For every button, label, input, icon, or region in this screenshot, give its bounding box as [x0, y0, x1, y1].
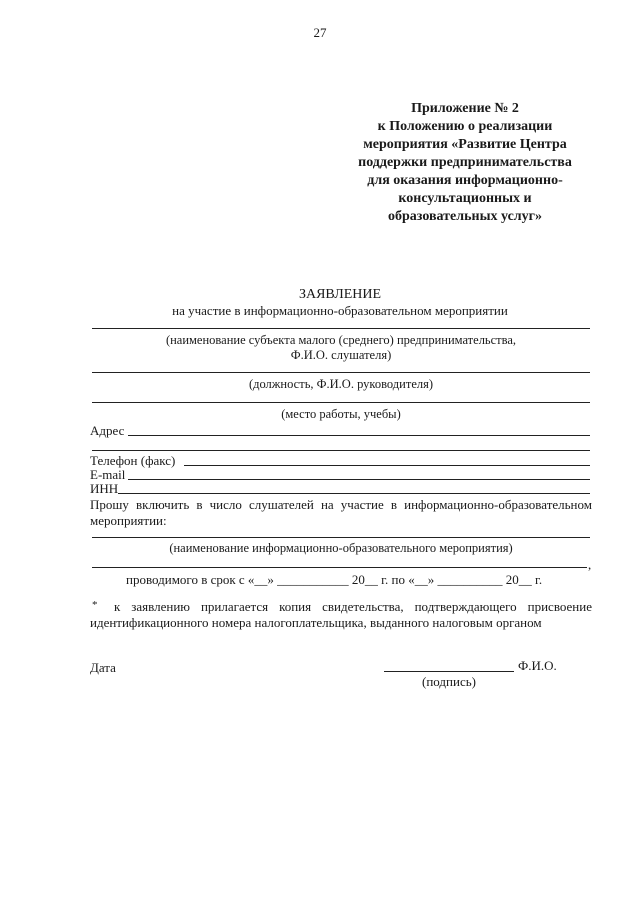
- page-number: 27: [313, 25, 327, 40]
- email-label: E-mail: [90, 467, 126, 482]
- email-line[interactable]: [128, 479, 590, 480]
- event-name-line-2[interactable]: [92, 567, 587, 568]
- address-line-2[interactable]: [92, 450, 590, 451]
- inn-label: ИНН: [90, 481, 119, 496]
- subject-name-line[interactable]: [92, 328, 590, 329]
- annex-line: образовательных услуг»: [387, 209, 543, 224]
- address-line[interactable]: [128, 435, 590, 436]
- annex-line: Приложение № 2: [411, 101, 519, 116]
- signature-caption: (подпись): [422, 674, 476, 689]
- period-line: проводимого в срок с «__» ___________ 20__ г. по «__» __________ 20__ г.: [126, 572, 543, 587]
- inn-line[interactable]: [118, 493, 590, 494]
- request-line-1: Прошу включить в число слушателей на участие в информационно-образовательном: [90, 497, 592, 512]
- footnote-marker: *: [92, 599, 98, 611]
- annex-line: мероприятия «Развитие Центра: [363, 137, 567, 152]
- event-caption: (наименование информационно-образовательного мероприятия): [169, 541, 513, 555]
- signature-line[interactable]: [384, 671, 514, 672]
- workplace-caption: (место работы, учебы): [281, 407, 401, 421]
- subject-caption: (наименование субъекта малого (среднего) предпринимательства,: [165, 333, 517, 347]
- position-caption: (должность, Ф.И.О. руководителя): [248, 377, 434, 391]
- workplace-line[interactable]: [92, 402, 590, 403]
- phone-label: Телефон (факс): [90, 453, 176, 468]
- event-comma: ,: [588, 557, 592, 572]
- annex-line: поддержки предпринимательства: [358, 155, 572, 170]
- statement-subtitle: на участие в информационно-образовательном мероприятии: [172, 303, 508, 318]
- phone-line[interactable]: [184, 465, 590, 466]
- annex-header: [330, 100, 600, 226]
- annex-line: для оказания информационно-: [367, 173, 563, 188]
- footnote-line-1: к заявлению прилагается копия свидетельства, подтверждающего присвоение: [114, 599, 592, 614]
- address-label: Адрес: [90, 423, 125, 438]
- footnote-line-2: идентификационного номера налогоплательщика, выданного налоговым органом: [90, 615, 542, 630]
- annex-line: консультационных и: [398, 191, 532, 206]
- subject-caption-fio: Ф.И.О. слушателя): [290, 348, 392, 362]
- statement-title: ЗАЯВЛЕНИЕ: [298, 287, 382, 302]
- annex-line: к Положению о реализации: [377, 119, 553, 134]
- date-label: Дата: [90, 660, 116, 675]
- position-line[interactable]: [92, 372, 590, 373]
- request-line-2: мероприятии:: [90, 513, 167, 528]
- event-name-line[interactable]: [92, 537, 590, 538]
- fio-label: Ф.И.О.: [518, 658, 557, 673]
